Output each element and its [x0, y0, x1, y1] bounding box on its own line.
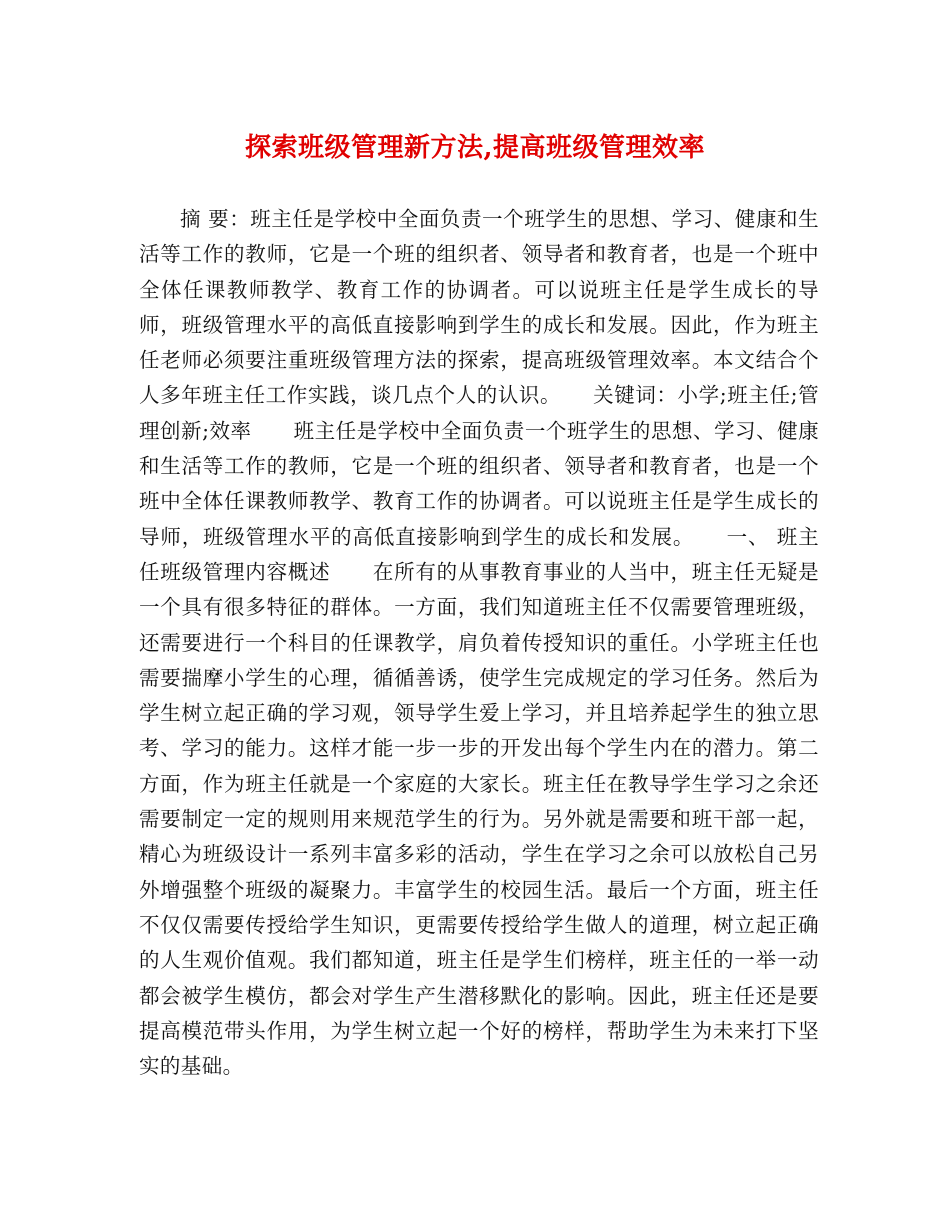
document-title: 探索班级管理新方法,提高班级管理效率 [244, 133, 706, 163]
document-body: 摘 要：班主任是学校中全面负责一个班学生的思想、学习、健康和生活等工作的教师，它是一个班的组织者、领导者和教育者，也是一个班中全体任课教师教学、教育工作的协调者。可以说班主任是学生成长的导师，班级管理水平的高低直接影响到学生的成长和发展。因此，作为班主任老师必须要注重班级管理方法的探索，提高班级管理效率。本文结合个人多年班主任工作实践，谈几点个人的认识。 关键词：小学;班主任;管理创新;效率 班主任是学校中全面负责一个班学生的思想、学习、健康和生活等工作的教师，它是一个班的组织者、领导者和教育者，也是一个班中全体任课教师教学、教育工作的协调者。可以说班主任是学生成长的导师，班级管理水平的高低直接影响到学生的成长和发展。 一、 班主任班级管理内容概述 在所有的从事教育事业的人当中，班主任无疑是一个具有很多特征的群体。一方面，我们知道班主任不仅需要管理班级，还需要进行一个科目的任课教学，肩负着传授知识的重任。小学班主任也需要揣摩小学生的心理，循循善诱，使学生完成规定的学习任务。然后为学生树立起正确的学习观，领导学生爱上学习，并且培养起学生的独立思考、学习的能力。这样才能一步一步的开发出每个学生内在的潜力。第二方面，作为班主任就是一个家庭的大家长。班主任在教导学生学习之余还需要制定一定的规则用来规范学生的行为。另外就是需要和班干部一起，精心为班级设计一系列丰富多彩的活动，学生在学习之余可以放松自己另外增强整个班级的凝聚力。丰富学生的校园生活。最后一个方面，班主任不仅仅需要传授给学生知识，更需要传授给学生做人的道理，树立起正确的人生观价值观。我们都知道，班主任是学生们榜样，班主任的一举一动都会被学生模仿，都会对学生产生潜移默化的影响。因此，班主任还是要提高模范带头作用，为学生树立起一个好的榜样，帮助学生为未来打下坚实的基础。 [139, 207, 819, 1079]
